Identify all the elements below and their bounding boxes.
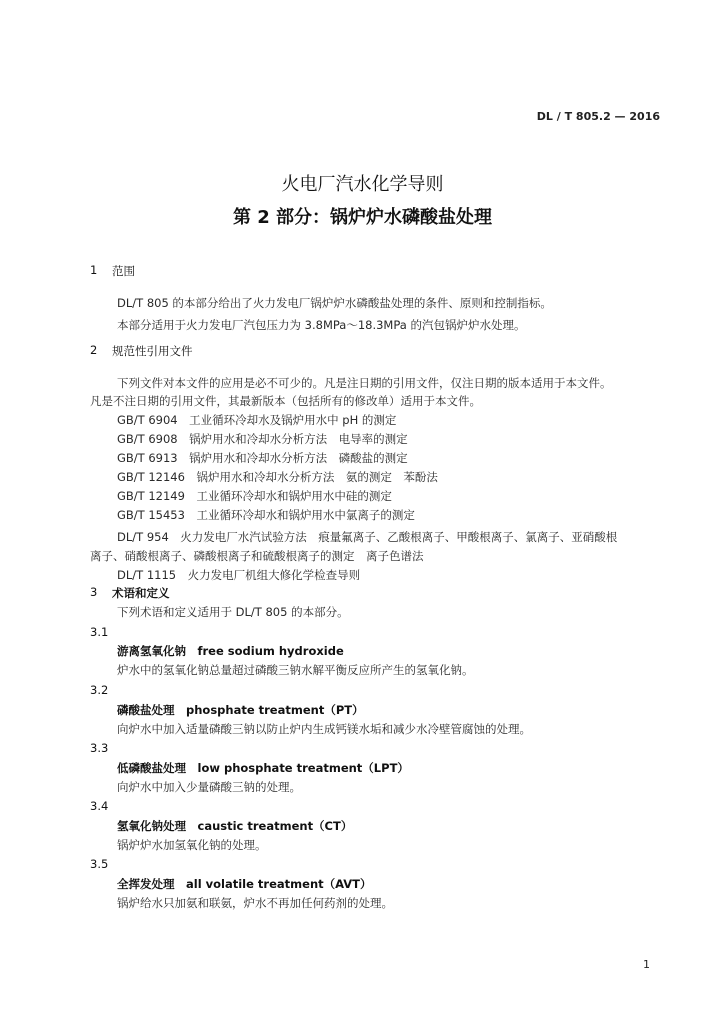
section-heading: 规范性引用文件 <box>112 344 193 358</box>
section-number: 1 <box>90 263 98 277</box>
reference-item: GB/T 15453 工业循环冷却水和锅炉用水中氯离子的测定 <box>117 508 415 522</box>
reference-item: GB/T 6908 锅炉用水和冷却水分析方法 电导率的测定 <box>117 432 408 446</box>
term-definition: 炉水中的氢氧化钠总量超过磷酸三钠水解平衡反应所产生的氢氧化钠。 <box>117 663 474 677</box>
term-definition: 向炉水中加入适量磷酸三钠以防止炉内生成钙镁水垢和减少水冷壁管腐蚀的处理。 <box>117 722 531 736</box>
paragraph: 下列文件对本文件的应用是必不可少的。凡是注日期的引用文件，仅注日期的版本适用于本文件。 <box>117 376 612 390</box>
term-definition: 锅炉给水只加氨和联氨，炉水不再加任何药剂的处理。 <box>117 896 393 910</box>
term-number: 3.5 <box>90 857 109 871</box>
section-heading: 术语和定义 <box>112 586 170 600</box>
term-number: 3.4 <box>90 799 109 813</box>
section-heading: 范围 <box>112 264 135 278</box>
term-name: 氢氧化钠处理 caustic treatment（CT） <box>117 819 353 833</box>
paragraph: 本部分适用于火力发电厂汽包压力为 3.8MPa～18.3MPa 的汽包锅炉炉水处理。 <box>117 318 526 332</box>
reference-item: GB/T 12149 工业循环冷却水和锅炉用水中硅的测定 <box>117 489 392 503</box>
reference-item: DL/T 954 火力发电厂水汽试验方法 痕量氟离子、乙酸根离子、甲酸根离子、氯离子、亚硝酸根 <box>117 530 618 544</box>
reference-item-continued: 离子、硝酸根离子、磷酸根离子和硫酸根离子的测定 离子色谱法 <box>90 549 424 563</box>
term-name: 全挥发处理 all volatile treatment（AVT） <box>117 877 372 891</box>
section-number: 2 <box>90 343 98 357</box>
term-number: 3.2 <box>90 683 109 697</box>
document-subtitle: 第 2 部分：锅炉炉水磷酸盐处理 <box>232 207 493 228</box>
paragraph: DL/T 805 的本部分给出了火力发电厂锅炉炉水磷酸盐处理的条件、原则和控制指标。 <box>117 296 552 310</box>
term-number: 3.1 <box>90 625 109 639</box>
term-definition: 向炉水中加入少量磷酸三钠的处理。 <box>117 780 301 794</box>
document-title: 火电厂汽水化学导则 <box>281 174 444 195</box>
term-name: 游离氢氧化钠 free sodium hydroxide <box>117 644 344 658</box>
term-number: 3.3 <box>90 741 109 755</box>
term-definition: 锅炉炉水加氢氧化钠的处理。 <box>117 838 267 852</box>
term-name: 磷酸盐处理 phosphate treatment（PT） <box>117 703 364 717</box>
standard-code: DL / T 805.2 — 2016 <box>536 110 660 123</box>
paragraph: 凡是不注日期的引用文件，其最新版本（包括所有的修改单）适用于本文件。 <box>90 394 481 408</box>
term-name: 低磷酸盐处理 low phosphate treatment（LPT） <box>117 761 409 775</box>
paragraph: 下列术语和定义适用于 DL/T 805 的本部分。 <box>117 605 349 619</box>
reference-item: GB/T 6904 工业循环冷却水及锅炉用水中 pH 的测定 <box>117 413 397 427</box>
page-number: 1 <box>643 958 650 971</box>
reference-item: DL/T 1115 火力发电厂机组大修化学检查导则 <box>117 568 361 582</box>
section-number: 3 <box>90 585 98 599</box>
reference-item: GB/T 6913 锅炉用水和冷却水分析方法 磷酸盐的测定 <box>117 451 408 465</box>
reference-item: GB/T 12146 锅炉用水和冷却水分析方法 氨的测定 苯酚法 <box>117 470 438 484</box>
